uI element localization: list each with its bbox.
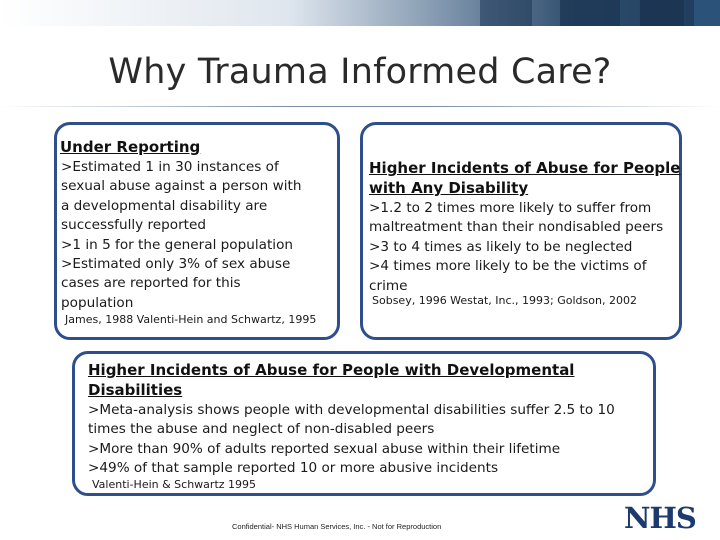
top-bar-block	[694, 0, 720, 26]
text-line: times the abuse and neglect of non-disabled peers	[88, 421, 435, 438]
any-disability-citation: Sobsey, 1996 Westat, Inc., 1993; Goldson, 2002	[372, 294, 637, 307]
top-bar-block	[480, 0, 532, 26]
heading-line: Higher Incidents of Abuse for People	[369, 159, 681, 177]
top-decorative-bar	[0, 0, 720, 26]
slide-title: Why Trauma Informed Care?	[108, 52, 612, 92]
text-line: >More than 90% of adults reported sexual abuse within their lifetime	[88, 440, 561, 457]
any-disability-heading	[369, 158, 680, 198]
text-line: >1.2 to 2 times more likely to suffer from	[369, 200, 652, 216]
developmental-disabilities-heading	[88, 360, 574, 400]
text-line: >Estimated 1 in 30 instances of	[61, 159, 279, 175]
text-line: >Estimated only 3% of sex abuse	[61, 256, 291, 272]
text-line: >49% of that sample reported 10 or more abusive incidents	[88, 460, 499, 477]
text-line: >4 times more likely to be the victims of	[369, 258, 647, 275]
developmental-disabilities-citation: Valenti-Hein & Schwartz 1995	[92, 478, 257, 491]
top-bar-block	[640, 0, 684, 26]
heading-line: Higher Incidents of Abuse for People with Developmental	[88, 361, 575, 379]
nhs-logo: NHS	[624, 501, 696, 535]
text-line: >Meta-analysis shows people with developmental disabilities suffer 2.5 to 10	[88, 402, 615, 418]
text-line: sexual abuse against a person with	[61, 178, 302, 195]
text-line: >1 in 5 for the general population	[61, 236, 294, 253]
text-line: >3 to 4 times as likely to be neglected	[369, 238, 633, 255]
text-line: successfully reported	[61, 217, 207, 234]
heading-line: Disabilities	[88, 381, 183, 399]
title-divider	[0, 106, 720, 107]
under-reporting-heading: Under Reporting	[60, 138, 201, 156]
text-line: cases are reported for this	[61, 275, 241, 292]
text-line: population	[61, 294, 134, 311]
heading-line: with Any Disability	[369, 179, 529, 197]
text-line: crime	[369, 277, 408, 294]
confidential-footer: Confidential- NHS Human Services, Inc. - Not for Reproduction	[232, 522, 442, 531]
under-reporting-citation: James, 1988 Valenti-Hein and Schwartz, 1995	[65, 313, 317, 326]
text-line: a developmental disability are	[61, 197, 268, 214]
top-bar-block	[560, 0, 620, 26]
text-line: maltreatment than their nondisabled peers	[369, 219, 664, 236]
